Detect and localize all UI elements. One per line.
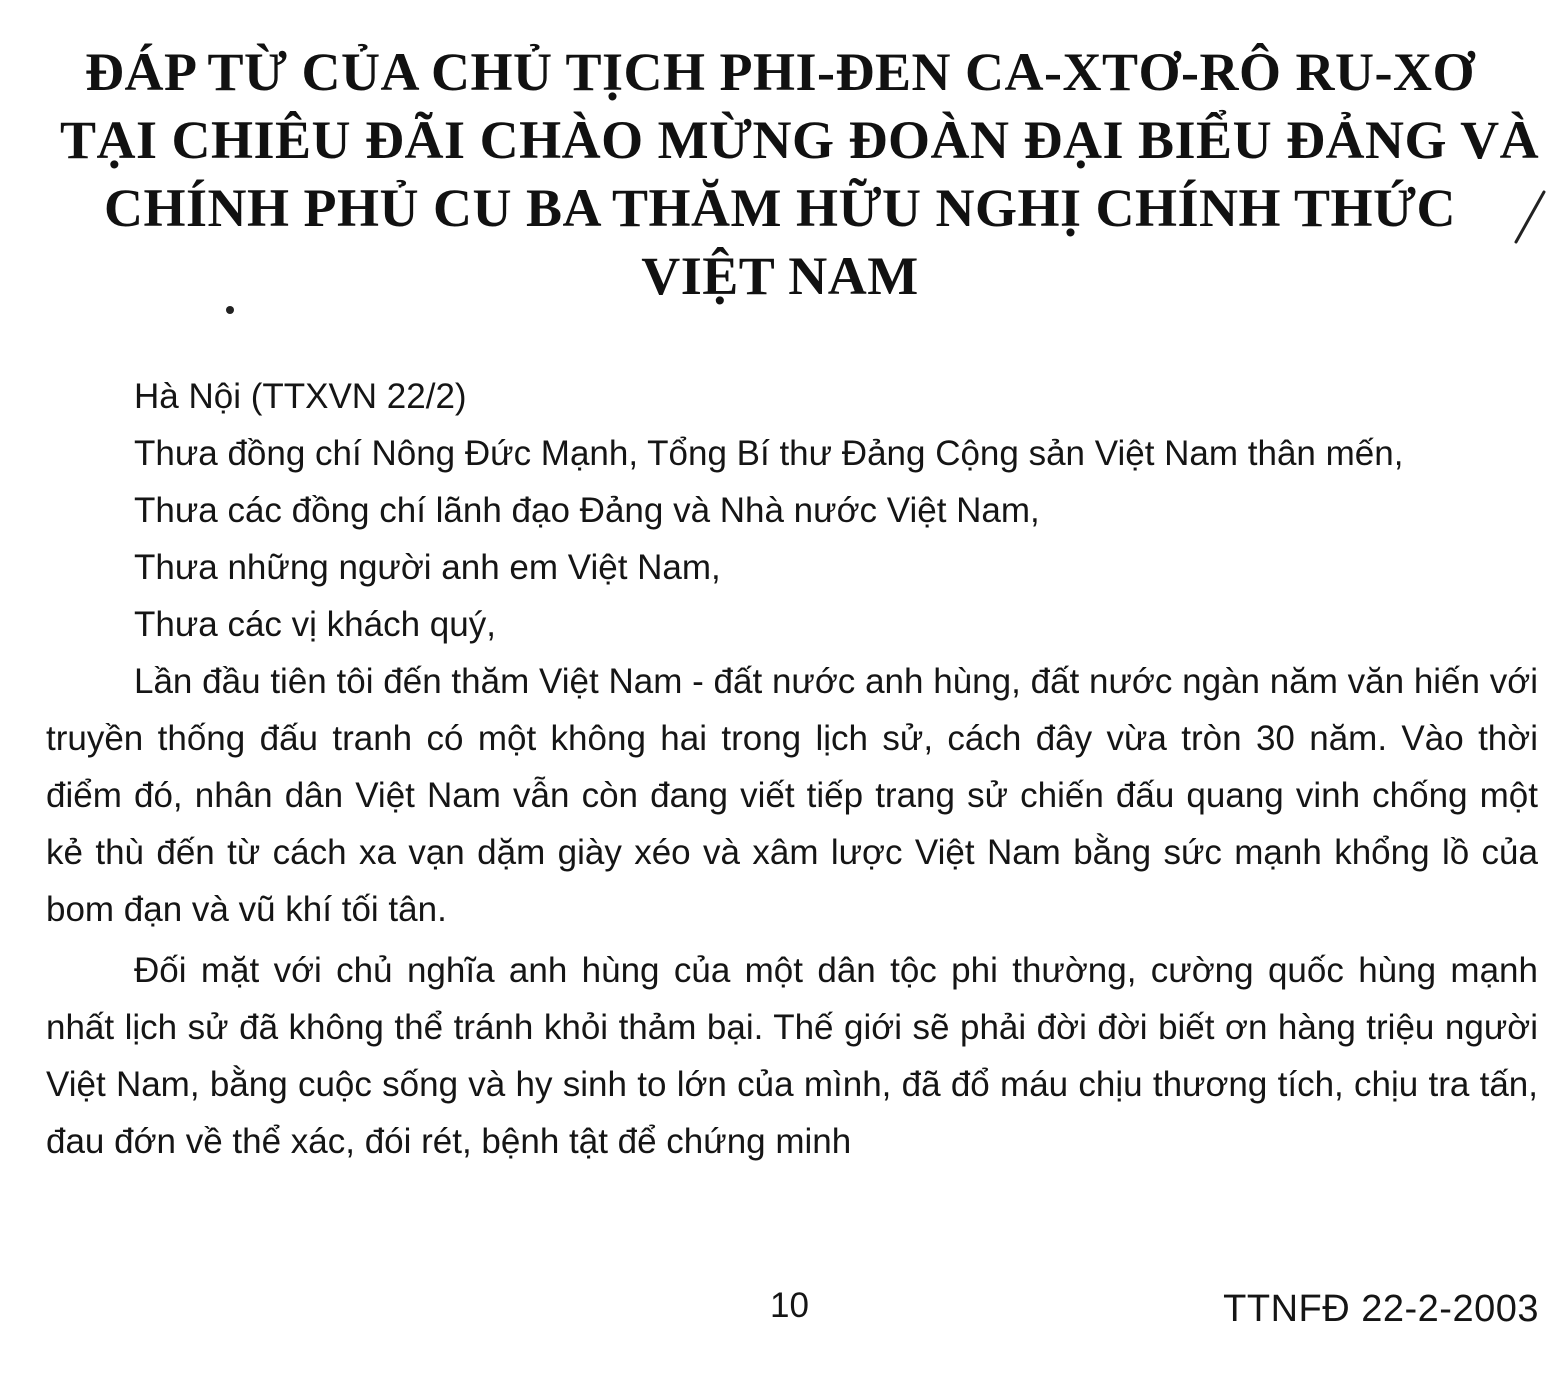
body-paragraph-2: Đối mặt với chủ nghĩa anh hùng của một dân tộc phi thường, cường quốc hùng mạnh nhất lịch sử đã không thể tránh khỏi thảm bại. Thế giới sẽ phải đời đời biết ơn hàng triệu người Việt Nam, bằng cuộc sống và hy sinh to lớn của mình, đã đổ máu chịu thương tích, chịu tra tấn, đau đớn về thể xác, đói rét, bệnh tật để chứng minh	[46, 951, 1538, 1161]
title-line-2: TẠI CHIÊU ĐÃI CHÀO MỪNG ĐOÀN ĐẠI BIỂU ĐẢNG VÀ	[60, 110, 1540, 170]
speech-body	[46, 425, 1538, 1170]
title-line-1: ĐÁP TỪ CỦA CHỦ TỊCH PHI-ĐEN CA-XTƠ-RÔ RU-XƠ	[84, 42, 1476, 102]
dateline: Hà Nội (TTXVN 22/2)	[134, 377, 467, 416]
footer-reference: TTNFĐ 22-2-2003	[1223, 1288, 1539, 1330]
document-title	[60, 38, 1540, 310]
salutation-paragraph-4: Thưa các vị khách quý,	[134, 605, 496, 644]
body-paragraph-1: Lần đầu tiên tôi đến thăm Việt Nam - đất nước anh hùng, đất nước ngàn năm văn hiến với truyền thống đấu tranh có một không hai trong lịch sử, cách đây vừa tròn 30 năm. Vào thời điểm đó, nhân dân Việt Nam vẫn còn đang viết tiếp trang sử chiến đấu quang vinh chống một kẻ thù đến từ cách xa vạn dặm giày xéo và xâm lược Việt Nam bằng sức mạnh khổng lồ của bom đạn và vũ khí tối tân.	[46, 662, 1538, 929]
stray-slash-mark	[1512, 188, 1548, 248]
dateline-block	[46, 368, 1538, 425]
title-line-4: VIỆT NAM	[641, 246, 919, 306]
salutation-paragraph-1: Thưa đồng chí Nông Đức Mạnh, Tổng Bí thư Đảng Cộng sản Việt Nam thân mến,	[134, 434, 1404, 473]
stray-dot-mark	[226, 306, 234, 314]
title-line-3: CHÍNH PHỦ CU BA THĂM HỮU NGHỊ CHÍNH THỨC	[103, 178, 1457, 238]
page-number: 10	[770, 1286, 809, 1325]
salutation-paragraph-2: Thưa các đồng chí lãnh đạo Đảng và Nhà nước Việt Nam,	[134, 491, 1040, 530]
salutation-paragraph-3: Thưa những người anh em Việt Nam,	[134, 548, 721, 587]
